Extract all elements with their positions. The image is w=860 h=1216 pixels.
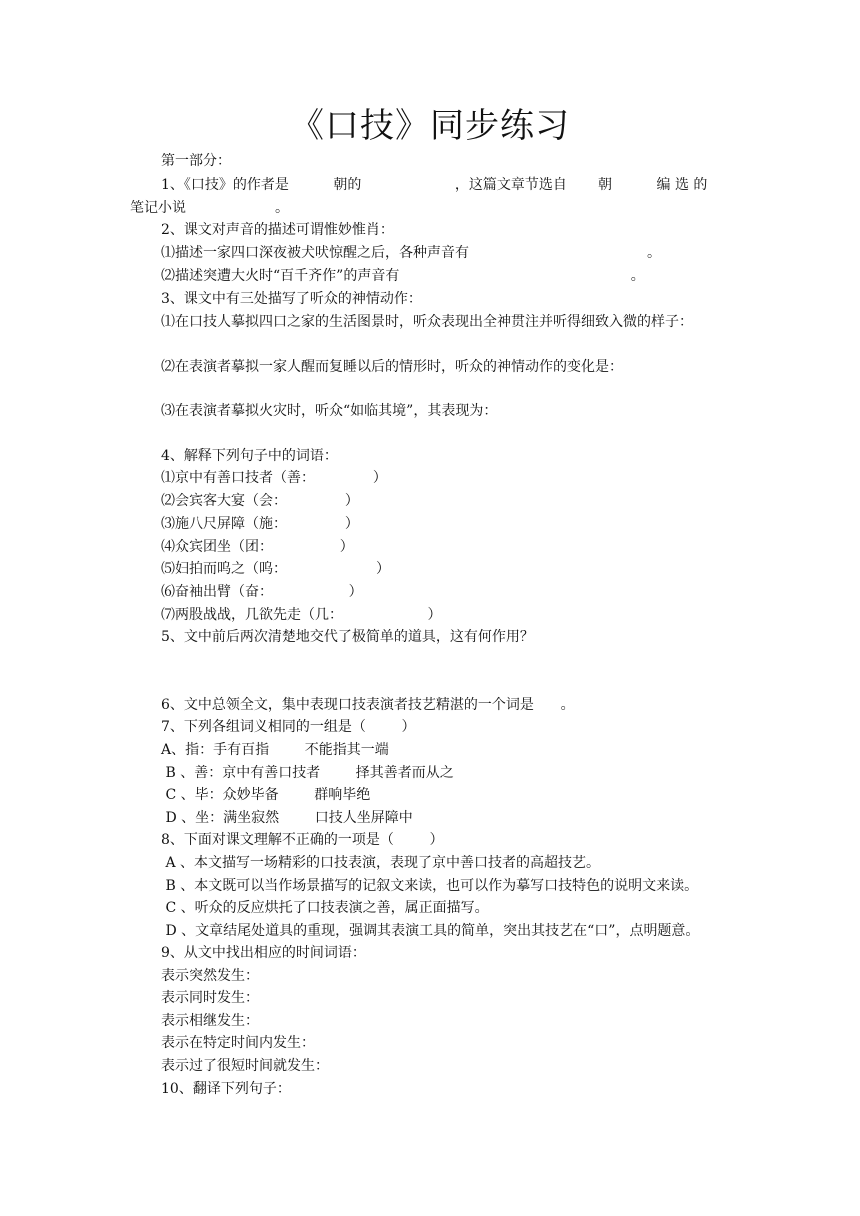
question-1-line2: 笔记小说 。 bbox=[130, 200, 290, 216]
document-title: 《口技》同步练习 bbox=[290, 106, 570, 146]
question-4-item: ⑹奋袖出臂（奋： ） bbox=[161, 584, 363, 600]
question-4-item: ⑸妇拍而呜之（呜： ） bbox=[161, 561, 391, 577]
question-4-item: ⑷众宾团坐（团： ） bbox=[161, 539, 354, 555]
question-9-item: 表示相继发生： bbox=[161, 1013, 259, 1029]
question-7: 7、下列各组词义相同的一组是（ ） bbox=[161, 719, 416, 735]
question-7-option-a: A、指：手有百指 不能指其一端 bbox=[161, 742, 389, 758]
question-5: 5、文中前后两次清楚地交代了极简单的道具，这有何作用？ bbox=[161, 629, 534, 645]
question-2: 2、课文对声音的描述可谓惟妙惟肖： bbox=[161, 222, 394, 238]
question-9-item: 表示同时发生： bbox=[161, 990, 259, 1006]
question-4-item: ⑺两股战战，几欲先走（几： ） bbox=[161, 607, 442, 623]
question-7-option-b: B 、善：京中有善口技者 择其善者而从之 bbox=[161, 765, 454, 781]
question-6: 6、文中总领全文，集中表现口技表演者技艺精湛的一个词是 。 bbox=[161, 697, 575, 713]
question-8-option-a: A 、本文描写一场精彩的口技表演，表现了京中善口技者的高超技艺。 bbox=[161, 855, 601, 871]
question-8: 8、下面对课文理解不正确的一项是（ ） bbox=[161, 832, 444, 848]
question-9-item: 表示过了很短时间就发生： bbox=[161, 1058, 329, 1074]
question-1-line1: 1、《口技》的作者是 朝的 ，这篇文章节选自 朝 编 选 的 bbox=[161, 177, 708, 193]
question-3-item-3: ⑶在表演者摹拟火灾时，听众“如临其境”，其表现为： bbox=[161, 403, 498, 419]
part-heading: 第一部分： bbox=[161, 153, 231, 169]
question-4-item: ⑵会宾客大宴（会： ） bbox=[161, 493, 359, 509]
question-3-item-1: ⑴在口技人摹拟四口之家的生活图景时，听众表现出全神贯注并听得细致入微的样子： bbox=[161, 314, 693, 330]
question-3: 3、课文中有三处描写了听众的神情动作： bbox=[161, 291, 422, 307]
question-8-option-d: D 、文章结尾处道具的重现，强调其表演工具的简单，突出其技艺在“口”，点明题意。 bbox=[161, 923, 700, 939]
question-9-item: 表示突然发生： bbox=[161, 968, 259, 984]
question-2-item-1: ⑴描述一家四口深夜被犬吠惊醒之后，各种声音有 。 bbox=[161, 245, 662, 261]
question-10: 10、翻译下列句子： bbox=[161, 1081, 291, 1097]
question-4: 4、解释下列句子中的词语： bbox=[161, 448, 338, 464]
question-2-item-2: ⑵描述突遭大火时“百千齐作”的声音有 。 bbox=[161, 268, 645, 284]
question-7-option-c: C 、毕：众妙毕备 群响毕绝 bbox=[161, 787, 371, 803]
question-9: 9、从文中找出相应的时间词语： bbox=[161, 945, 366, 961]
question-4-item: ⑴京中有善口技者（善： ） bbox=[161, 470, 387, 486]
question-8-option-c: C 、听众的反应烘托了口技表演之善，属正面描写。 bbox=[161, 900, 489, 916]
question-3-item-2: ⑵在表演者摹拟一家人醒而复睡以后的情形时，听众的神情动作的变化是： bbox=[161, 359, 623, 375]
question-8-option-b: B 、本文既可以当作场景描写的记叙文来读，也可以作为摹写口技特色的说明文来读。 bbox=[161, 878, 699, 894]
question-9-item: 表示在特定时间内发生： bbox=[161, 1035, 315, 1051]
question-7-option-d: D 、坐：满坐寂然 口技人坐屏障中 bbox=[161, 810, 413, 826]
question-4-item: ⑶施八尺屏障（施： ） bbox=[161, 516, 359, 532]
